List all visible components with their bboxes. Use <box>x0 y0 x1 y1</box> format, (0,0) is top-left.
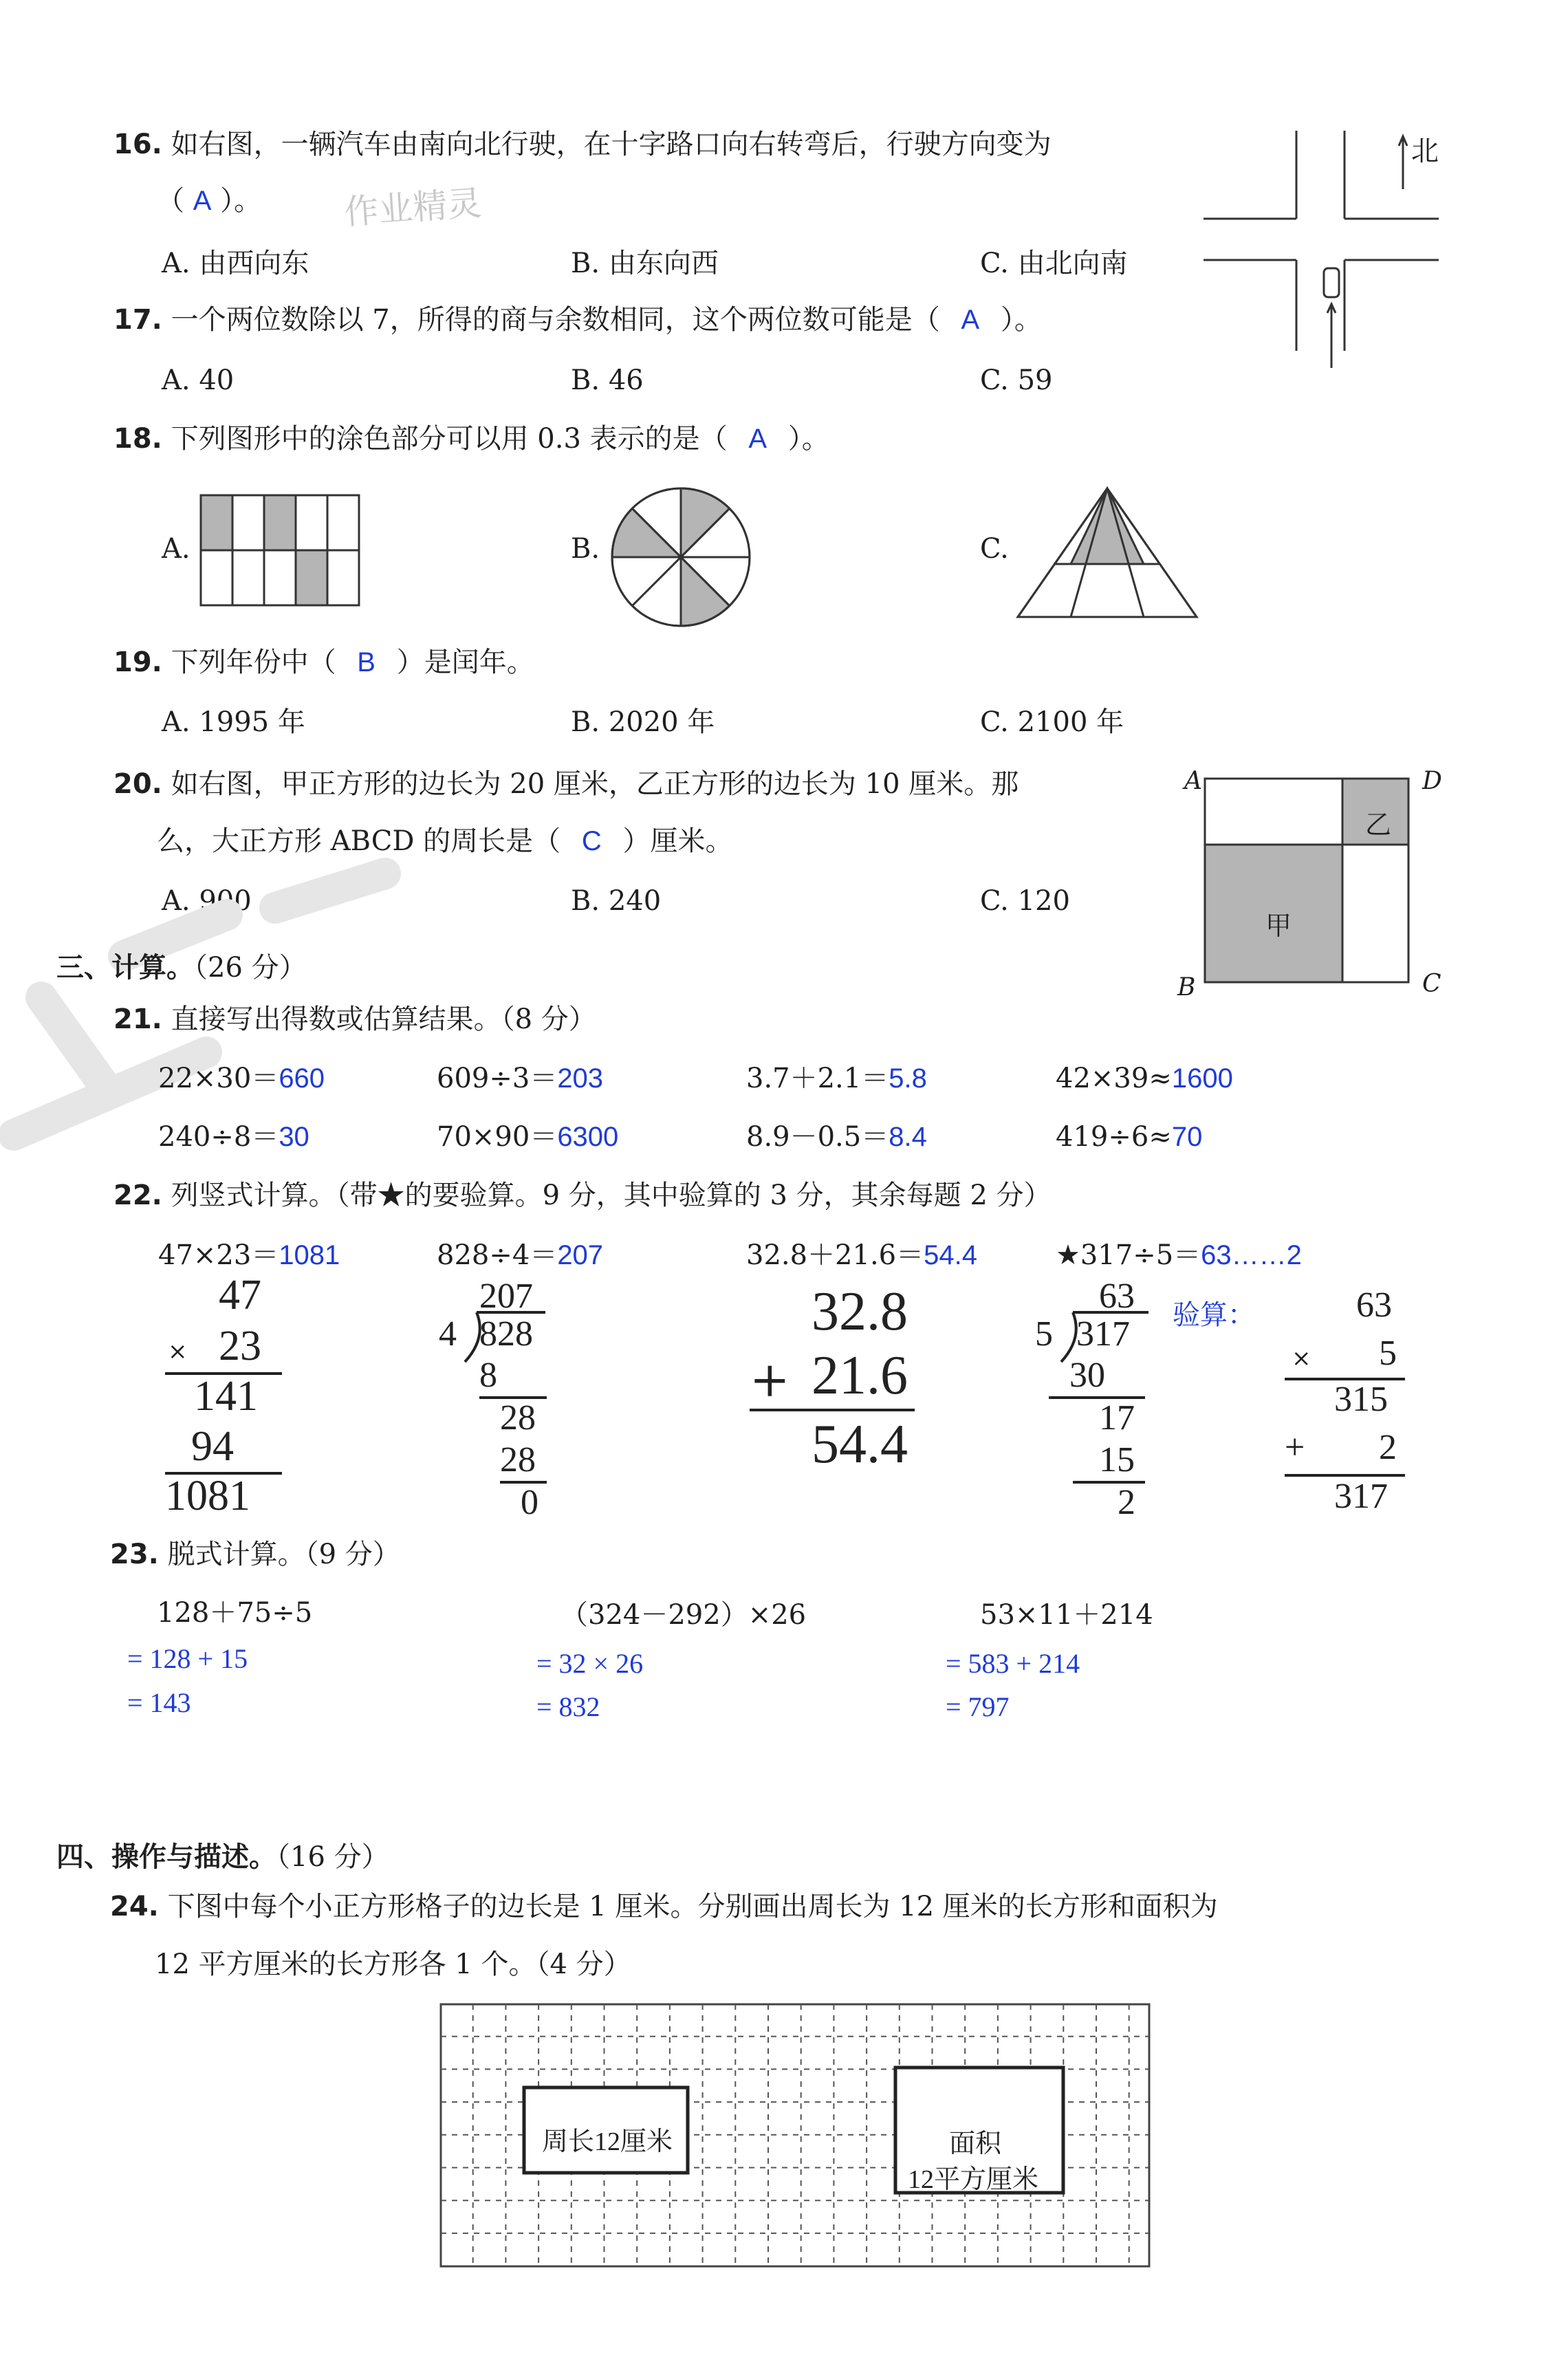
v5-top: 63 <box>1356 1286 1392 1325</box>
q18-question <box>113 425 829 453</box>
q22-expr: 47×23＝ <box>158 1239 279 1271</box>
q22-answer: 63……2 <box>1201 1240 1302 1270</box>
section4-score: （16 分） <box>276 1841 389 1873</box>
q21-text: 直接写出得数或估算结果。（8 分） <box>171 1004 596 1035</box>
q23-question <box>110 1541 400 1568</box>
q21-answer: 30 <box>279 1122 309 1152</box>
north-label: 北 <box>1411 135 1439 167</box>
q21-item-4 <box>1056 1065 1233 1092</box>
q22-expr: 32.8＋21.6＝ <box>746 1239 924 1271</box>
q18-label-c: C. <box>980 533 1009 565</box>
q23-expr-1-step1: = 128 + 15 <box>127 1643 248 1674</box>
area-rectangle-label-line1: 面积 <box>949 2129 1002 2158</box>
q22-problem-4 <box>1056 1241 1302 1269</box>
q21-item-6 <box>437 1123 618 1151</box>
q16-answer: A <box>193 186 212 216</box>
q20-label-b: B <box>1177 973 1196 1001</box>
q18-close: ）。 <box>787 423 829 455</box>
q19-option-c: C. 2100 年 <box>980 706 1124 738</box>
watermark-text: 作业精灵 <box>342 183 483 232</box>
q21-answer: 8.4 <box>889 1122 927 1152</box>
v1-partial2: 94 <box>191 1423 234 1470</box>
q17-text: 一个两位数除以 7，所得的商与余数相同，这个两位数可能是（ <box>171 304 940 336</box>
q19-question <box>113 649 534 676</box>
v1-result: 1081 <box>165 1473 250 1519</box>
q19-answer: B <box>357 647 375 677</box>
q16-text: 如右图，一辆汽车由南向北行驶，在十字路口向右转弯后，行驶方向变为 <box>171 129 1052 160</box>
q19-text-pre: 下列年份中（ <box>171 647 336 678</box>
q22-question <box>113 1182 1052 1209</box>
q23-expr-3-step1: = 583 + 214 <box>946 1648 1080 1679</box>
v5-result: 317 <box>1334 1477 1388 1516</box>
q20-option-c: C. 120 <box>980 885 1070 917</box>
q21-expr: 8.9－0.5＝ <box>746 1121 889 1153</box>
v5-product: 315 <box>1334 1380 1388 1419</box>
q21-number: 21. <box>113 1004 162 1035</box>
q21-expr: 609÷3＝ <box>437 1063 558 1094</box>
q16-number: 16. <box>113 129 162 160</box>
v4-step3: 15 <box>1099 1440 1135 1479</box>
v4-quotient: 63 <box>1099 1277 1135 1316</box>
q18-number: 18. <box>113 423 162 455</box>
q17-option-a: A. 40 <box>162 365 235 396</box>
v3-top: 32.8 <box>812 1281 908 1342</box>
q22-expr: 828÷4＝ <box>437 1239 558 1271</box>
v5-plus-sign: + <box>1285 1428 1305 1467</box>
q20-option-b: B. 240 <box>571 885 662 917</box>
q22-number: 22. <box>113 1180 162 1211</box>
q23-expr-1-step2: = 143 <box>127 1687 191 1718</box>
q23-expr-2-step1: = 32 × 26 <box>536 1648 644 1679</box>
q21-expr: 22×30＝ <box>158 1063 279 1094</box>
q17-number: 17. <box>113 304 162 336</box>
v5-remainder: 2 <box>1379 1428 1397 1467</box>
q23-expr-3: 53×11＋214 <box>980 1599 1153 1631</box>
section4-title: 四、操作与描述。 <box>56 1841 276 1873</box>
q22-answer: 54.4 <box>924 1240 977 1270</box>
q16-answer-line <box>157 187 261 215</box>
q23-expr-1: 128＋75÷5 <box>157 1597 313 1629</box>
q21-answer: 660 <box>279 1063 325 1094</box>
section3-heading <box>56 946 307 985</box>
v4-remainder: 2 <box>1118 1483 1135 1522</box>
v1-times-sign: × <box>168 1338 188 1365</box>
q24-text2: 12 平方厘米的长方形各 1 个。（4 分） <box>155 1949 631 1980</box>
v4-step1: 30 <box>1069 1356 1105 1395</box>
q22-expr: ★317÷5＝ <box>1056 1239 1201 1271</box>
v2-step1: 8 <box>479 1356 497 1395</box>
q22-text: 列竖式计算。（带★的要验算。9 分，其中验算的 3 分，其余每题 2 分） <box>171 1180 1052 1211</box>
q18-text: 下列图形中的涂色部分可以用 0.3 表示的是（ <box>171 423 728 455</box>
q21-item-2 <box>437 1065 603 1092</box>
v2-dividend: 828 <box>479 1314 533 1354</box>
v5-multiplier: 5 <box>1379 1334 1397 1373</box>
v3-line <box>750 1409 915 1411</box>
q22-answer: 207 <box>557 1240 604 1270</box>
v2-step3: 28 <box>500 1440 536 1479</box>
q17-answer: A <box>961 305 980 335</box>
q18-label-b: B. <box>571 533 600 565</box>
section3-title: 三、计算。 <box>56 952 194 984</box>
q23-expr-3-step2: = 797 <box>946 1691 1010 1722</box>
q18-figure-a <box>199 494 364 611</box>
q18-answer: A <box>748 424 767 454</box>
q23-expr-2-step2: = 832 <box>536 1691 600 1722</box>
q21-answer: 6300 <box>557 1122 619 1152</box>
v2-quotient: 207 <box>479 1277 533 1316</box>
q19-option-a: A. 1995 年 <box>162 706 305 738</box>
v1-top: 47 <box>219 1272 261 1319</box>
v4-step2: 17 <box>1099 1398 1135 1438</box>
v4-divisor: 5 <box>1035 1314 1053 1354</box>
q16-option-b: B. 由东向西 <box>571 248 719 279</box>
q22-problem-3 <box>746 1241 977 1269</box>
q20-number: 20. <box>113 768 162 800</box>
q20-label-yi: 乙 <box>1365 810 1392 840</box>
q21-expr: 3.7＋2.1＝ <box>746 1063 889 1094</box>
q18-figure-c <box>1014 485 1200 622</box>
section3-score: （26 分） <box>194 952 307 984</box>
v1-partial1: 141 <box>194 1373 258 1420</box>
q21-answer: 70 <box>1171 1122 1203 1152</box>
q21-expr: 240÷8＝ <box>158 1121 279 1153</box>
q21-item-8 <box>1056 1123 1202 1151</box>
q17-close: ）。 <box>1000 304 1042 336</box>
q19-option-b: B. 2020 年 <box>571 706 715 738</box>
v1-multiplier: 23 <box>219 1323 261 1369</box>
q20-label-c: C <box>1422 970 1441 998</box>
q21-item-7 <box>746 1123 927 1151</box>
q19-text-post: ）是闰年。 <box>396 647 534 678</box>
q21-expr: 70×90＝ <box>437 1121 558 1153</box>
q21-item-1 <box>158 1065 325 1092</box>
q22-problem-2 <box>437 1241 603 1269</box>
q20-label-d: D <box>1422 767 1442 795</box>
v5-times-sign: × <box>1292 1345 1311 1372</box>
q24-text1: 下图中每个小正方形格子的边长是 1 厘米。分别画出周长为 12 厘米的长方形和面积为 <box>167 1891 1218 1922</box>
area-rectangle-label-line2: 12平方厘米 <box>908 2165 1039 2194</box>
q21-answer: 5.8 <box>889 1063 927 1094</box>
v2-step2: 28 <box>500 1398 536 1438</box>
v4-dividend: 317 <box>1076 1314 1130 1354</box>
q24-number: 24. <box>110 1891 159 1922</box>
q18-figure-b <box>609 485 753 629</box>
q21-expr: 42×39≈ <box>1056 1063 1172 1094</box>
v3-plus-sign: + <box>750 1352 790 1408</box>
q16-paren-close: ）。 <box>220 185 262 217</box>
v3-result: 54.4 <box>812 1414 908 1475</box>
q23-expr-2: （324－292）×26 <box>560 1599 807 1631</box>
q17-option-c: C. 59 <box>980 365 1053 396</box>
q20-text2-post: ）厘米。 <box>622 825 733 857</box>
q24-question <box>110 1893 1218 1920</box>
perimeter-rectangle-label: 周长12厘米 <box>542 2127 673 2156</box>
q21-answer: 1600 <box>1171 1063 1233 1094</box>
check-label: 验算： <box>1173 1299 1255 1330</box>
q20-label-jia: 甲 <box>1265 911 1292 941</box>
q16-question <box>113 131 1052 158</box>
q16-paren: （ <box>157 185 184 217</box>
q20-text1: 如右图，甲正方形的边长为 20 厘米，乙正方形的边长为 10 厘米。那 <box>171 768 1019 800</box>
q21-item-3 <box>746 1065 927 1092</box>
q17-option-b: B. 46 <box>571 365 644 396</box>
section4-heading <box>56 1835 389 1874</box>
q23-number: 23. <box>110 1539 159 1570</box>
q22-answer: 1081 <box>279 1240 340 1270</box>
q20-option-a: A. 900 <box>162 885 252 917</box>
v2-divisor: 4 <box>439 1314 457 1354</box>
q20-text2-pre: 么，大正方形 ABCD 的周长是（ <box>157 825 561 857</box>
q16-option-c: C. 由北向南 <box>980 248 1128 279</box>
q23-text: 脱式计算。（9 分） <box>167 1539 400 1570</box>
q18-label-a: A. <box>162 533 190 565</box>
q19-number: 19. <box>113 647 162 678</box>
q20-label-a: A <box>1184 767 1202 795</box>
q17-question <box>113 306 1042 334</box>
q20-question <box>113 770 1019 798</box>
q21-answer: 203 <box>557 1063 604 1094</box>
q21-question <box>113 1006 596 1033</box>
q20-answer: C <box>581 826 602 856</box>
q21-expr: 419÷6≈ <box>1056 1121 1172 1153</box>
q16-option-a: A. 由西向东 <box>162 248 309 279</box>
q21-item-5 <box>158 1123 309 1151</box>
v3-addend: 21.6 <box>812 1345 908 1406</box>
q22-problem-1 <box>158 1241 340 1269</box>
v2-remainder: 0 <box>521 1483 538 1522</box>
